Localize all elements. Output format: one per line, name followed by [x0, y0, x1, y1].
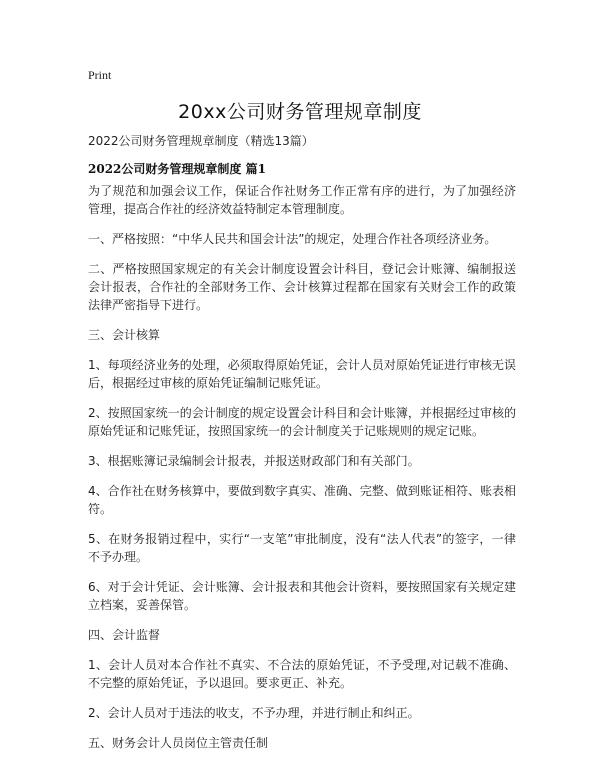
paragraph-supervision-1: 1、会计人员对本合作社不真实、不合法的原始凭证，不予受理,对记载不准确、不完整的原始凭证，予以退回。要求更正、补充。	[88, 658, 516, 690]
paragraph-heading-supervision: 四、会计监督	[88, 628, 161, 642]
print-label: Print	[88, 68, 112, 82]
section-heading: 2022公司财务管理规章制度 篇1	[88, 162, 266, 176]
paragraph-item-1: 一、严格按照：“中华人民共和国会计法”的规定，处理合作社各项经济业务。	[88, 232, 497, 246]
paragraph-accounting-3: 3、根据账簿记录编制会计报表，并报送财政部门和有关部门。	[88, 454, 420, 468]
paragraph-item-2: 二、严格按照国家规定的有关会计制度设置会计科目，登记会计账簿、编制报送会计报表，合作社的全部财务工作、会计核算过程都在国家有关财会工作的政策法律严密指导下进行。	[88, 262, 516, 312]
document-body	[88, 182, 516, 764]
paragraph-heading-accounting: 三、会计核算	[88, 328, 161, 342]
paragraph-accounting-1: 1、每项经济业务的处理，必须取得原始凭证，会计人员对原始凭证进行审核无误后，根据经过审核的原始凭证编制记账凭证。	[88, 358, 516, 390]
paragraph-supervision-2: 2、会计人员对于违法的收支，不予办理，并进行制止和纠正。	[88, 706, 420, 720]
paragraph-heading-responsibility: 五、财务会计人员岗位主管责任制	[88, 736, 269, 750]
document-subtitle: 2022公司财务管理规章制度（精选13篇）	[88, 134, 314, 148]
paragraph-accounting-5: 5、在财务报销过程中，实行“一支笔”审批制度，没有“法人代表”的签字，一律不予办理。	[88, 532, 516, 564]
paragraph-accounting-4: 4、合作社在财务核算中，要做到数字真实、准确、完整、做到账证相符、账表相符。	[88, 484, 516, 516]
paragraph-intro: 为了规范和加强会议工作，保证合作社财务工作正常有序的进行，为了加强经济管理，提高合作社的经济效益特制定本管理制度。	[88, 184, 516, 216]
document-title: 20xx公司财务管理规章制度	[178, 101, 422, 123]
paragraph-accounting-6: 6、对于会计凭证、会计账簿、会计报表和其他会计资料，要按照国家有关规定建立档案，妥善保管。	[88, 580, 516, 612]
paragraph-accounting-2: 2、按照国家统一的会计制度的规定设置会计科目和会计账簿，并根据经过审核的原始凭证和记账凭证，按照国家统一的会计制度关于记账规则的规定记账。	[88, 406, 516, 438]
